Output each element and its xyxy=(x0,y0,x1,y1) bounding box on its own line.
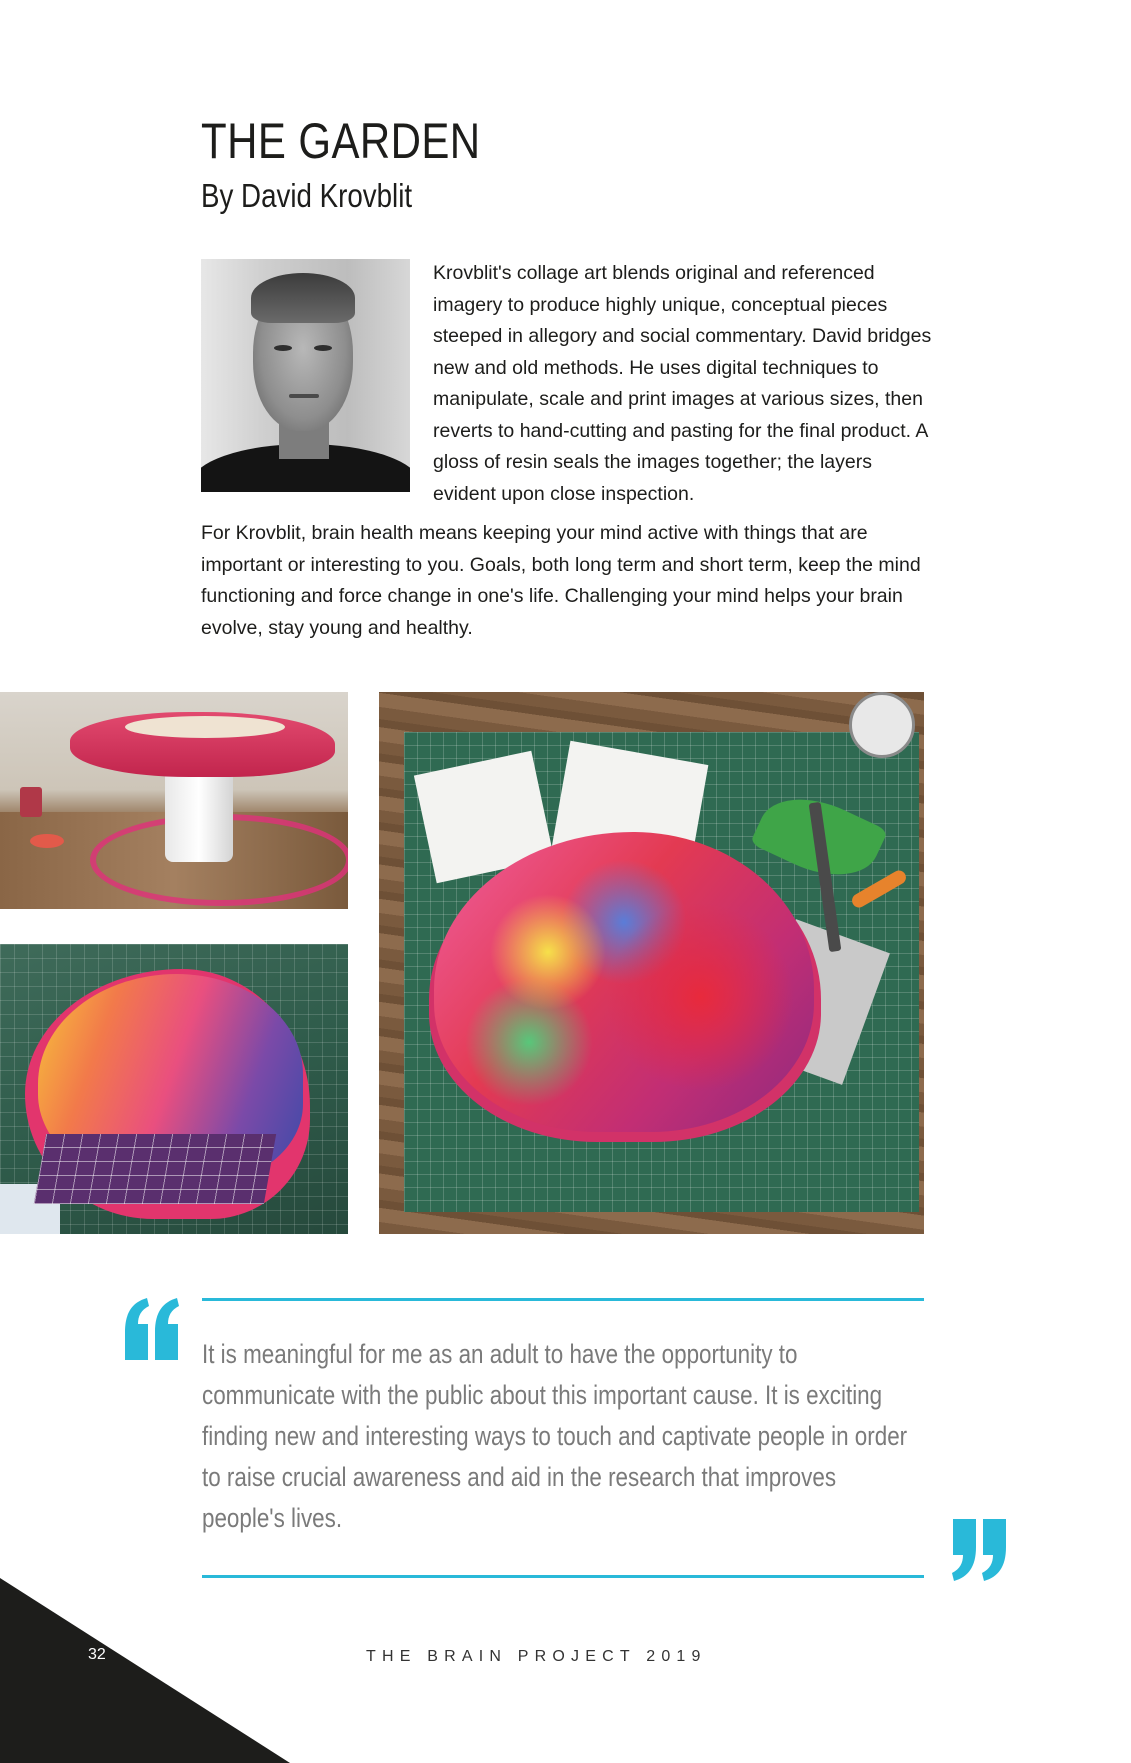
publication-footer: THE BRAIN PROJECT 2019 xyxy=(366,1648,707,1665)
pull-quote-text: It is meaningful for me as an adult to have the opportunity to communicate with the public about this important cause. It is exciting finding new and interesting ways to touch and captivate people in order to raise crucial awareness and aid in the research that improves people's lives. xyxy=(202,1339,908,1533)
sculpture-base-photo xyxy=(0,692,348,909)
brain-health-paragraph: For Krovblit, brain health means keeping your mind active with things that are important or interesting to you. Goals, both long term and short term, keep the mind functioning and force change in one's life. Challenging your mind helps your brain evolve, stay young and healthy. xyxy=(201,522,921,639)
brain-collage-progress-photo xyxy=(0,944,348,1234)
finished-garden-brain-photo xyxy=(379,692,924,1234)
close-quote-icon xyxy=(950,1519,1010,1581)
pull-quote-bottom-rule xyxy=(202,1575,924,1578)
corner-decoration xyxy=(0,1578,290,1763)
artist-portrait-photo xyxy=(201,259,410,492)
pull-quote-top-rule xyxy=(202,1298,924,1301)
page-number: 32 xyxy=(88,1646,106,1663)
article-title: THE GARDEN xyxy=(201,113,481,169)
open-quote-icon xyxy=(121,1298,181,1360)
artist-bio-paragraph: Krovblit's collage art blends original and referenced imagery to produce highly unique, conceptual pieces steeped in allegory and social commentary. David bridges new and old methods. He uses digital techniques to manipulate, scale and print images at various sizes, then reverts to hand-cutting and pasting for the final product. A gloss of resin seals the images together; the layers evident upon close inspection. xyxy=(433,262,932,505)
article-byline: By David Krovblit xyxy=(201,177,413,214)
